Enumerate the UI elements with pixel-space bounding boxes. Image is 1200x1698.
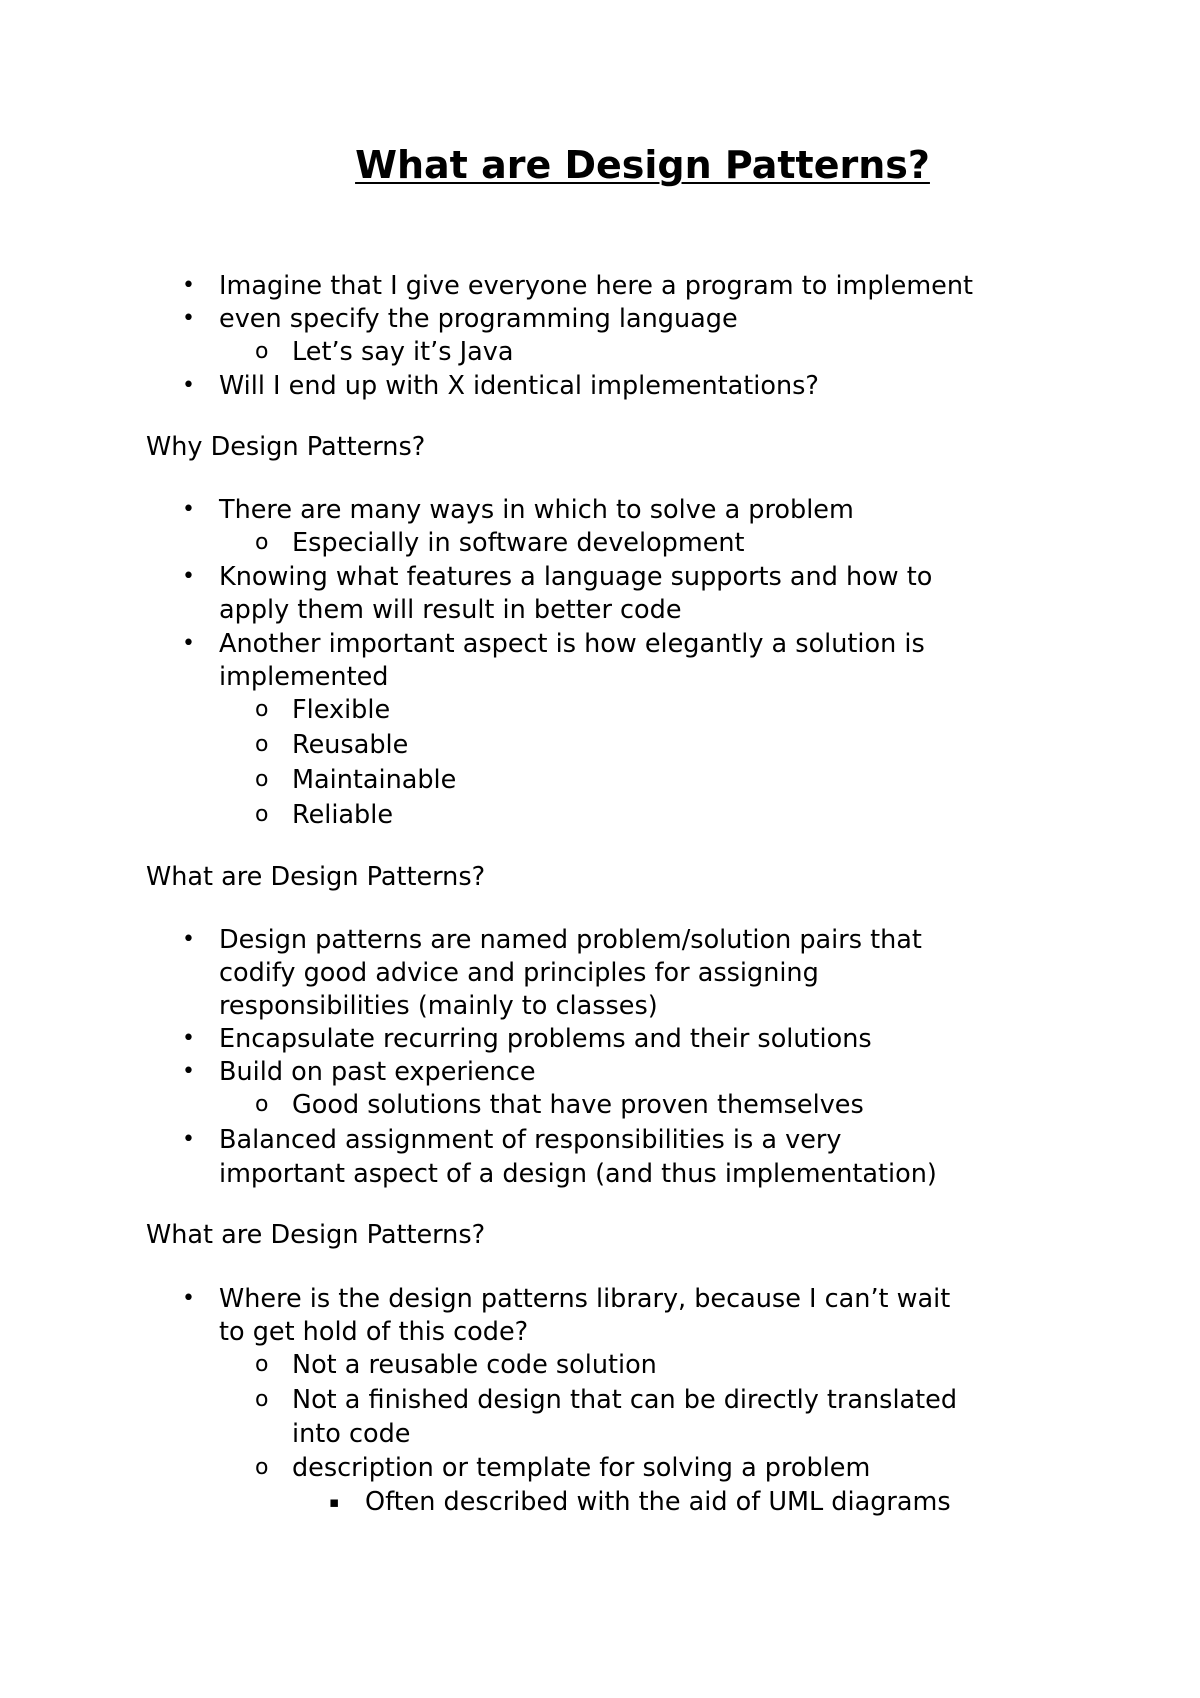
bullet-marker: • xyxy=(182,306,195,331)
page-title: What are Design Patterns? xyxy=(355,143,930,187)
section-heading: What are Design Patterns? xyxy=(146,1220,486,1250)
sub-bullet-marker: o xyxy=(255,732,269,757)
bullet-marker: • xyxy=(182,1059,195,1084)
sub-bullet-marker: o xyxy=(255,1455,269,1480)
sub-bullet-marker: o xyxy=(255,1092,269,1117)
bullet-marker: • xyxy=(182,497,195,522)
bullet-marker: • xyxy=(182,1026,195,1051)
sub-list-item: Especially in software development xyxy=(292,528,745,558)
list-item: Encapsulate recurring problems and their solutions xyxy=(219,1024,872,1054)
list-item-continuation: apply them will result in better code xyxy=(219,595,682,625)
sub-bullet-marker: o xyxy=(255,530,269,555)
square-bullet-marker: ▪ xyxy=(329,1493,340,1511)
sub-list-item: Let’s say it’s Java xyxy=(292,337,514,367)
bullet-marker: • xyxy=(182,1286,195,1311)
sub-bullet-marker: o xyxy=(255,802,269,827)
list-item-continuation: important aspect of a design (and thus implementation) xyxy=(219,1159,937,1189)
bullet-marker: • xyxy=(182,927,195,952)
sub-list-item: Maintainable xyxy=(292,765,457,795)
sub-list-item: description or template for solving a problem xyxy=(292,1453,871,1483)
list-item: Another important aspect is how elegantly a solution is xyxy=(219,629,925,659)
bullet-marker: • xyxy=(182,631,195,656)
bullet-marker: • xyxy=(182,273,195,298)
sub-bullet-marker: o xyxy=(255,767,269,792)
sub-bullet-marker: o xyxy=(255,339,269,364)
sub-list-item: Reusable xyxy=(292,730,409,760)
sub-bullet-marker: o xyxy=(255,1387,269,1412)
sub-list-item: Good solutions that have proven themselves xyxy=(292,1090,864,1120)
list-item: Imagine that I give everyone here a program to implement xyxy=(219,271,974,301)
sub-list-item: Not a finished design that can be directly translated xyxy=(292,1385,958,1415)
section-heading: Why Design Patterns? xyxy=(146,432,426,462)
list-item-continuation: to get hold of this code? xyxy=(219,1317,529,1347)
list-item-continuation: responsibilities (mainly to classes) xyxy=(219,991,658,1021)
list-item: Balanced assignment of responsibilities is a very xyxy=(219,1125,842,1155)
sub-list-item: Reliable xyxy=(292,800,394,830)
sub-bullet-marker: o xyxy=(255,1352,269,1377)
list-item-continuation: codify good advice and principles for assigning xyxy=(219,958,819,988)
sub-list-item-continuation: into code xyxy=(292,1419,411,1449)
bullet-marker: • xyxy=(182,564,195,589)
bullet-marker: • xyxy=(182,1127,195,1152)
list-item: There are many ways in which to solve a problem xyxy=(219,495,854,525)
bullet-marker: • xyxy=(182,373,195,398)
list-item: Knowing what features a language supports and how to xyxy=(219,562,933,592)
sub-sub-list-item: Often described with the aid of UML diagrams xyxy=(365,1487,951,1517)
sub-list-item: Not a reusable code solution xyxy=(292,1350,657,1380)
list-item: Design patterns are named problem/solution pairs that xyxy=(219,925,922,955)
list-item-continuation: implemented xyxy=(219,662,389,692)
list-item: even specify the programming language xyxy=(219,304,738,334)
list-item: Build on past experience xyxy=(219,1057,536,1087)
section-heading: What are Design Patterns? xyxy=(146,862,486,892)
list-item: Where is the design patterns library, because I can’t wait xyxy=(219,1284,951,1314)
list-item: Will I end up with X identical implementations? xyxy=(219,371,819,401)
sub-list-item: Flexible xyxy=(292,695,391,725)
sub-bullet-marker: o xyxy=(255,697,269,722)
